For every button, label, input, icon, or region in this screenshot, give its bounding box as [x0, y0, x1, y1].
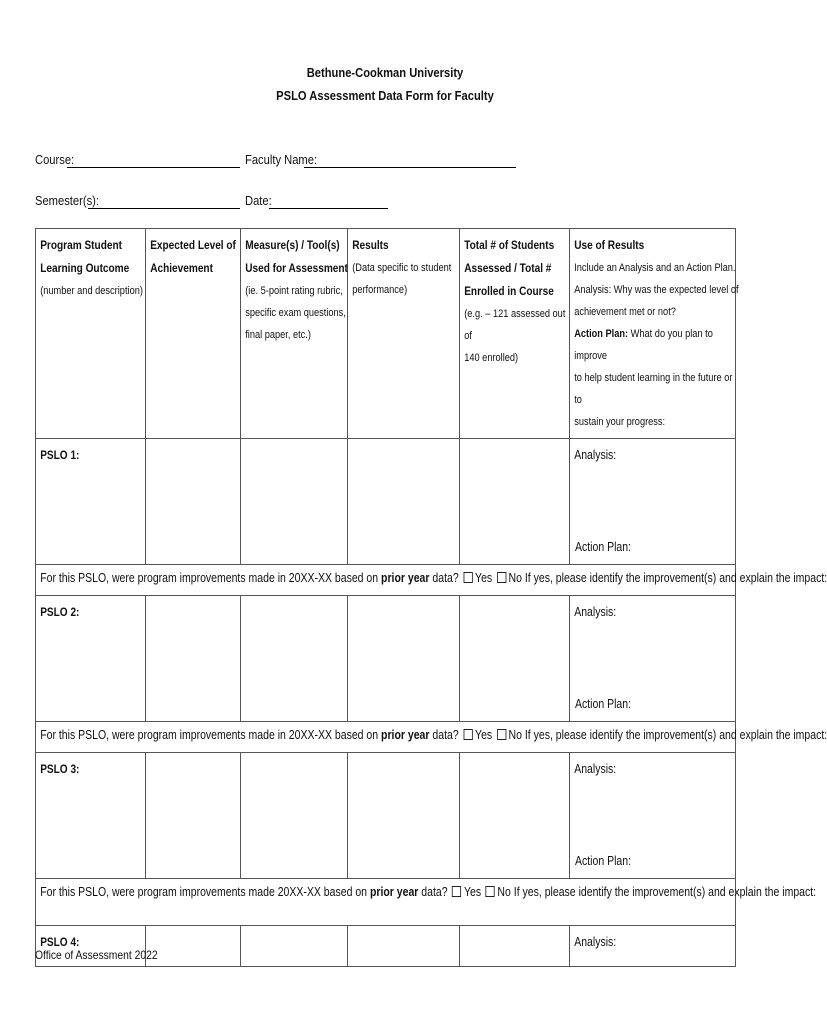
- yes-checkbox[interactable]: [463, 729, 472, 740]
- faculty-name-label: Faculty Name:: [245, 152, 318, 167]
- form-title: PSLO Assessment Data Form for Faculty: [276, 88, 494, 103]
- input-cell[interactable]: [460, 596, 570, 722]
- yes-checkbox[interactable]: [452, 886, 461, 897]
- no-label: No: [508, 571, 522, 585]
- yes-label: Yes: [475, 728, 496, 742]
- input-cell[interactable]: [460, 753, 570, 879]
- header-subtext: (number and description): [40, 285, 143, 297]
- question-row: [36, 879, 736, 926]
- input-cell[interactable]: [241, 439, 348, 565]
- pslo1-row: [36, 439, 736, 565]
- col-header-results: [348, 229, 460, 439]
- analysis-label: Analysis:: [574, 935, 617, 949]
- pslo-label: PSLO 3:: [40, 762, 80, 776]
- col-header-expected: [146, 229, 241, 439]
- date-field[interactable]: [269, 208, 388, 209]
- header-subtext: Analysis: Why was the expected level of: [574, 284, 739, 296]
- header-text: Expected Level of: [150, 238, 236, 252]
- pslo-label: PSLO 1:: [40, 448, 80, 462]
- question-text: For this PSLO, were program improvements made in 20XX-XX based on: [40, 728, 382, 742]
- input-cell[interactable]: [348, 753, 460, 879]
- header-subtext: [574, 323, 739, 367]
- pslo-label: PSLO 4:: [40, 935, 80, 949]
- action-plan-label: Action Plan:: [575, 854, 632, 868]
- pslo-cell[interactable]: [36, 596, 146, 722]
- header-subtext: (Data specific to student: [352, 262, 452, 274]
- analysis-label: Analysis:: [574, 605, 617, 619]
- header-subtext: final paper, etc.): [245, 329, 311, 341]
- question-text: For this PSLO, were program improvements made in 20XX-XX based on: [40, 571, 382, 585]
- no-checkbox[interactable]: [497, 729, 506, 740]
- course-label: Course:: [35, 152, 75, 167]
- header-text: Achievement: [150, 261, 213, 275]
- input-cell[interactable]: [348, 926, 460, 967]
- input-cell[interactable]: [348, 596, 460, 722]
- question-cell: [36, 565, 827, 596]
- course-field[interactable]: [67, 167, 240, 168]
- input-cell[interactable]: [241, 596, 348, 722]
- input-cell[interactable]: [146, 439, 241, 565]
- question-text: For this PSLO, were program improvements made 20XX-XX based on: [40, 885, 370, 899]
- question-bold: prior year: [381, 728, 430, 742]
- input-cell[interactable]: [146, 596, 241, 722]
- input-cell[interactable]: [460, 926, 570, 967]
- question-text: If yes, please identify the improvement(s) and explain the impact:: [521, 728, 827, 742]
- header-text: Enrolled in Course: [464, 284, 554, 298]
- question-text: If yes, please identify the improvement(s) and explain the impact:: [521, 571, 827, 585]
- footer-text: Office of Assessment 2022: [35, 948, 158, 962]
- header-text: Results: [352, 238, 389, 252]
- input-cell[interactable]: [241, 926, 348, 967]
- input-cell[interactable]: [146, 753, 241, 879]
- question-cell: [36, 879, 817, 926]
- header-subtext: to help student learning in the future or to: [574, 372, 733, 406]
- date-label: Date:: [245, 193, 272, 208]
- no-label: No: [497, 885, 511, 899]
- header-subtext-part: What do you plan to improve: [574, 328, 713, 362]
- use-of-results-cell[interactable]: [570, 596, 736, 722]
- header-text: Program Student: [40, 238, 122, 252]
- action-plan-bold: Action Plan:: [574, 328, 629, 340]
- header-subtext: performance): [352, 284, 408, 296]
- no-checkbox[interactable]: [497, 572, 506, 583]
- question-text: If yes, please identify the improvement(s) and explain the impact:: [510, 885, 817, 899]
- faculty-name-field[interactable]: [304, 167, 516, 168]
- header-subtext: Include an Analysis and an Action Plan.: [574, 262, 736, 274]
- yes-label: Yes: [463, 885, 484, 899]
- col-header-pslo: [36, 229, 146, 439]
- question-text: data?: [429, 728, 462, 742]
- question-bold: prior year: [369, 885, 419, 899]
- header-subtext: (ie. 5-point rating rubric,: [245, 285, 343, 297]
- header-row: [36, 229, 736, 439]
- header-subtext: sustain your progress:: [574, 416, 666, 428]
- header-subtext: (e.g. – 121 assessed out of: [464, 308, 566, 342]
- use-of-results-cell[interactable]: [570, 753, 736, 879]
- header-subtext: 140 enrolled): [464, 352, 519, 364]
- input-cell[interactable]: [348, 439, 460, 565]
- question-row: [36, 722, 736, 753]
- header-text: Use of Results: [574, 238, 645, 252]
- pslo-cell[interactable]: [36, 439, 146, 565]
- header-subtext: specific exam questions,: [245, 307, 346, 319]
- pslo-cell[interactable]: [36, 753, 146, 879]
- question-text: data?: [418, 885, 451, 899]
- semester-field[interactable]: [88, 208, 240, 209]
- pslo2-row: [36, 596, 736, 722]
- assessment-table: [35, 228, 827, 967]
- pslo3-row: [36, 753, 736, 879]
- input-cell[interactable]: [241, 753, 348, 879]
- university-name: Bethune-Cookman University: [306, 65, 464, 80]
- header-subtext: achievement met or not?: [574, 306, 676, 318]
- use-of-results-cell[interactable]: [570, 926, 736, 967]
- header-text: Measure(s) / Tool(s): [245, 238, 340, 252]
- question-cell: [36, 722, 827, 753]
- action-plan-label: Action Plan:: [575, 697, 632, 711]
- header-text: Assessed / Total #: [464, 261, 552, 275]
- header-text: Learning Outcome: [40, 261, 130, 275]
- header-text: Used for Assessment: [245, 261, 348, 275]
- question-text: data?: [429, 571, 462, 585]
- analysis-label: Analysis:: [574, 762, 617, 776]
- col-header-use: [570, 229, 739, 439]
- use-of-results-cell[interactable]: [570, 439, 736, 565]
- yes-label: Yes: [475, 571, 496, 585]
- no-label: No: [508, 728, 522, 742]
- question-row: [36, 565, 736, 596]
- action-plan-label: Action Plan:: [575, 540, 632, 554]
- input-cell[interactable]: [146, 926, 241, 967]
- col-header-total: [460, 229, 570, 439]
- question-bold: prior year: [381, 571, 430, 585]
- analysis-label: Analysis:: [574, 448, 617, 462]
- col-header-measures: [241, 229, 348, 439]
- pslo-label: PSLO 2:: [40, 605, 80, 619]
- no-checkbox[interactable]: [486, 886, 495, 897]
- semester-label: Semester(s):: [35, 193, 99, 208]
- header-text: Total # of Students: [464, 238, 555, 252]
- input-cell[interactable]: [460, 439, 570, 565]
- yes-checkbox[interactable]: [463, 572, 472, 583]
